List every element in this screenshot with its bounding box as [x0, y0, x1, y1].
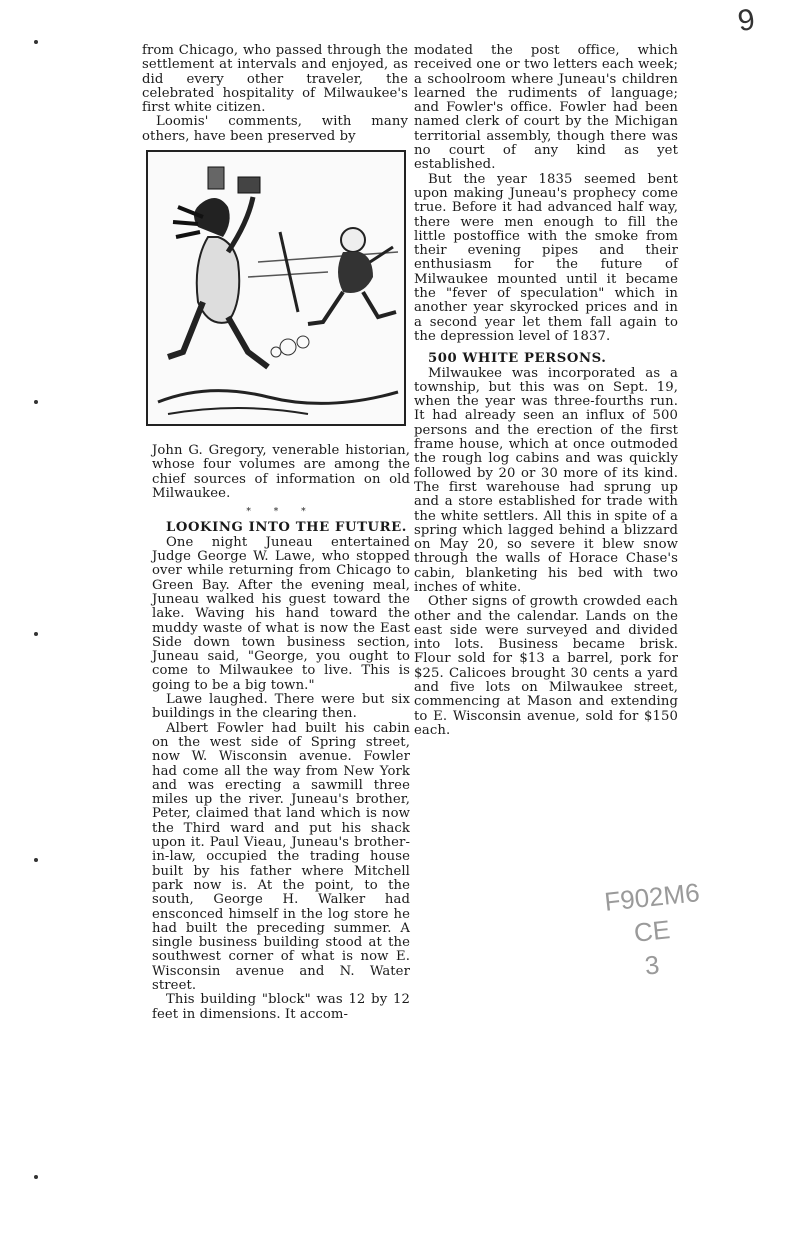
- margin-dot: [34, 632, 38, 636]
- left-column-lower: [152, 444, 410, 1022]
- right-column: [414, 44, 678, 738]
- paragraph: Loomis' comments, with many others, have been preserved by: [142, 114, 408, 144]
- paragraph: Albert Fowler had built his cabin on the west side of Spring street, now W. Wisconsin avenue. Fowler had come all the way from New York and was erecting a sawmill three miles up the river. Juneau's brother, Peter, claimed that land which is now the Third ward and put his shack upon it. Paul Vieau, Juneau's brother-in-law, occupied the trading house built by his father where Mitchell park now is. At the point, to the south, George H. Walker had ensconced himself in the log store he had built the preceding summer. A single business building stood at the southwest corner of what is now E. Wisconsin avenue and N. Water street.: [152, 720, 410, 993]
- cartoon-illustration: [146, 150, 406, 426]
- margin-dot: [34, 400, 38, 404]
- paragraph: Other signs of growth crowded each other and the calendar. Lands on the east side were surveyed and divided into lots. Business became brisk. Flour sold for $13 a barrel, pork for $25. Calicoes brought 30 cents a yard and five lots on Milwaukee street, commencing at Mason and extending to E. Wisconsin avenue, sold for $150 each.: [414, 594, 678, 738]
- page-number: 9: [735, 3, 757, 39]
- paragraph: Lawe laughed. There were but six buildings in the clearing then.: [152, 692, 410, 722]
- paragraph: But the year 1835 seemed bent upon making Juneau's prophecy come true. Before it had advanced half way, there were men enough to fill the little postoffice with the smoke from their evening pipes and their enthusiasm for the future of Milwaukee mounted until it became the "fever of speculation" which in another year skyrocked prices and in a second year let them fall again to the depression level of 1837.: [414, 171, 678, 344]
- paragraph: from Chicago, who passed through the settlement at intervals and enjoyed, as did every other traveler, the celebrated hospitality of Milwaukee's first white citizen.: [142, 43, 408, 116]
- paragraph: Milwaukee was incorporated as a township, but this was on Sept. 19, when the year was three-fourths run. It had already seen an influx of 500 persons and the erection of the first frame house, which at once outmoded the rough log cabins and was quickly followed by 20 or 30 more of its kind. The first warehouse had sprung up and a store established for trade with the white settlers. All this in spite of a spring which lagged behind a blizzard on May 20, so severe it blew snow through the walls of Horace Chase's cabin, blanketing his bed with two inches of white.: [414, 365, 678, 595]
- paragraph: modated the post office, which received one or two letters each week; a schoolroom where Juneau's children learned the rudiments of language; and Fowler's office. Fowler had been named clerk of court by the Michigan territorial assembly, though there was no court of any kind as yet established.: [414, 43, 678, 173]
- margin-dot: [34, 40, 38, 44]
- paragraph: One night Juneau entertained Judge George W. Lawe, who stopped over while returning from Chicago to Green Bay. After the evening meal, Juneau walked his guest toward the lake. Waving his hand toward the muddy waste of what is now the East Side down town business section, Juneau said, "George, you ought to come to Milwaukee to live. This is going to be a big town.": [152, 534, 410, 693]
- left-column-top: [142, 44, 408, 144]
- stamp-line: CE: [632, 914, 672, 948]
- section-heading: LOOKING INTO THE FUTURE.: [166, 520, 407, 536]
- archive-stamp: [592, 877, 712, 982]
- section-heading: 500 WHITE PERSONS.: [428, 351, 607, 367]
- section-separator: * * *: [246, 507, 316, 518]
- cartoon-drawing: [148, 152, 404, 424]
- image-caption: John G. Gregory, venerable historian, whose four volumes are among the chief sources of information on old Milwaukee.: [152, 443, 410, 501]
- stamp-line: 3: [643, 949, 661, 981]
- margin-dot: [34, 858, 38, 862]
- stamp-line: F902M6: [602, 877, 701, 917]
- margin-dot: [34, 1175, 38, 1179]
- paragraph: This building "block" was 12 by 12 feet in dimensions. It accom-: [152, 992, 410, 1022]
